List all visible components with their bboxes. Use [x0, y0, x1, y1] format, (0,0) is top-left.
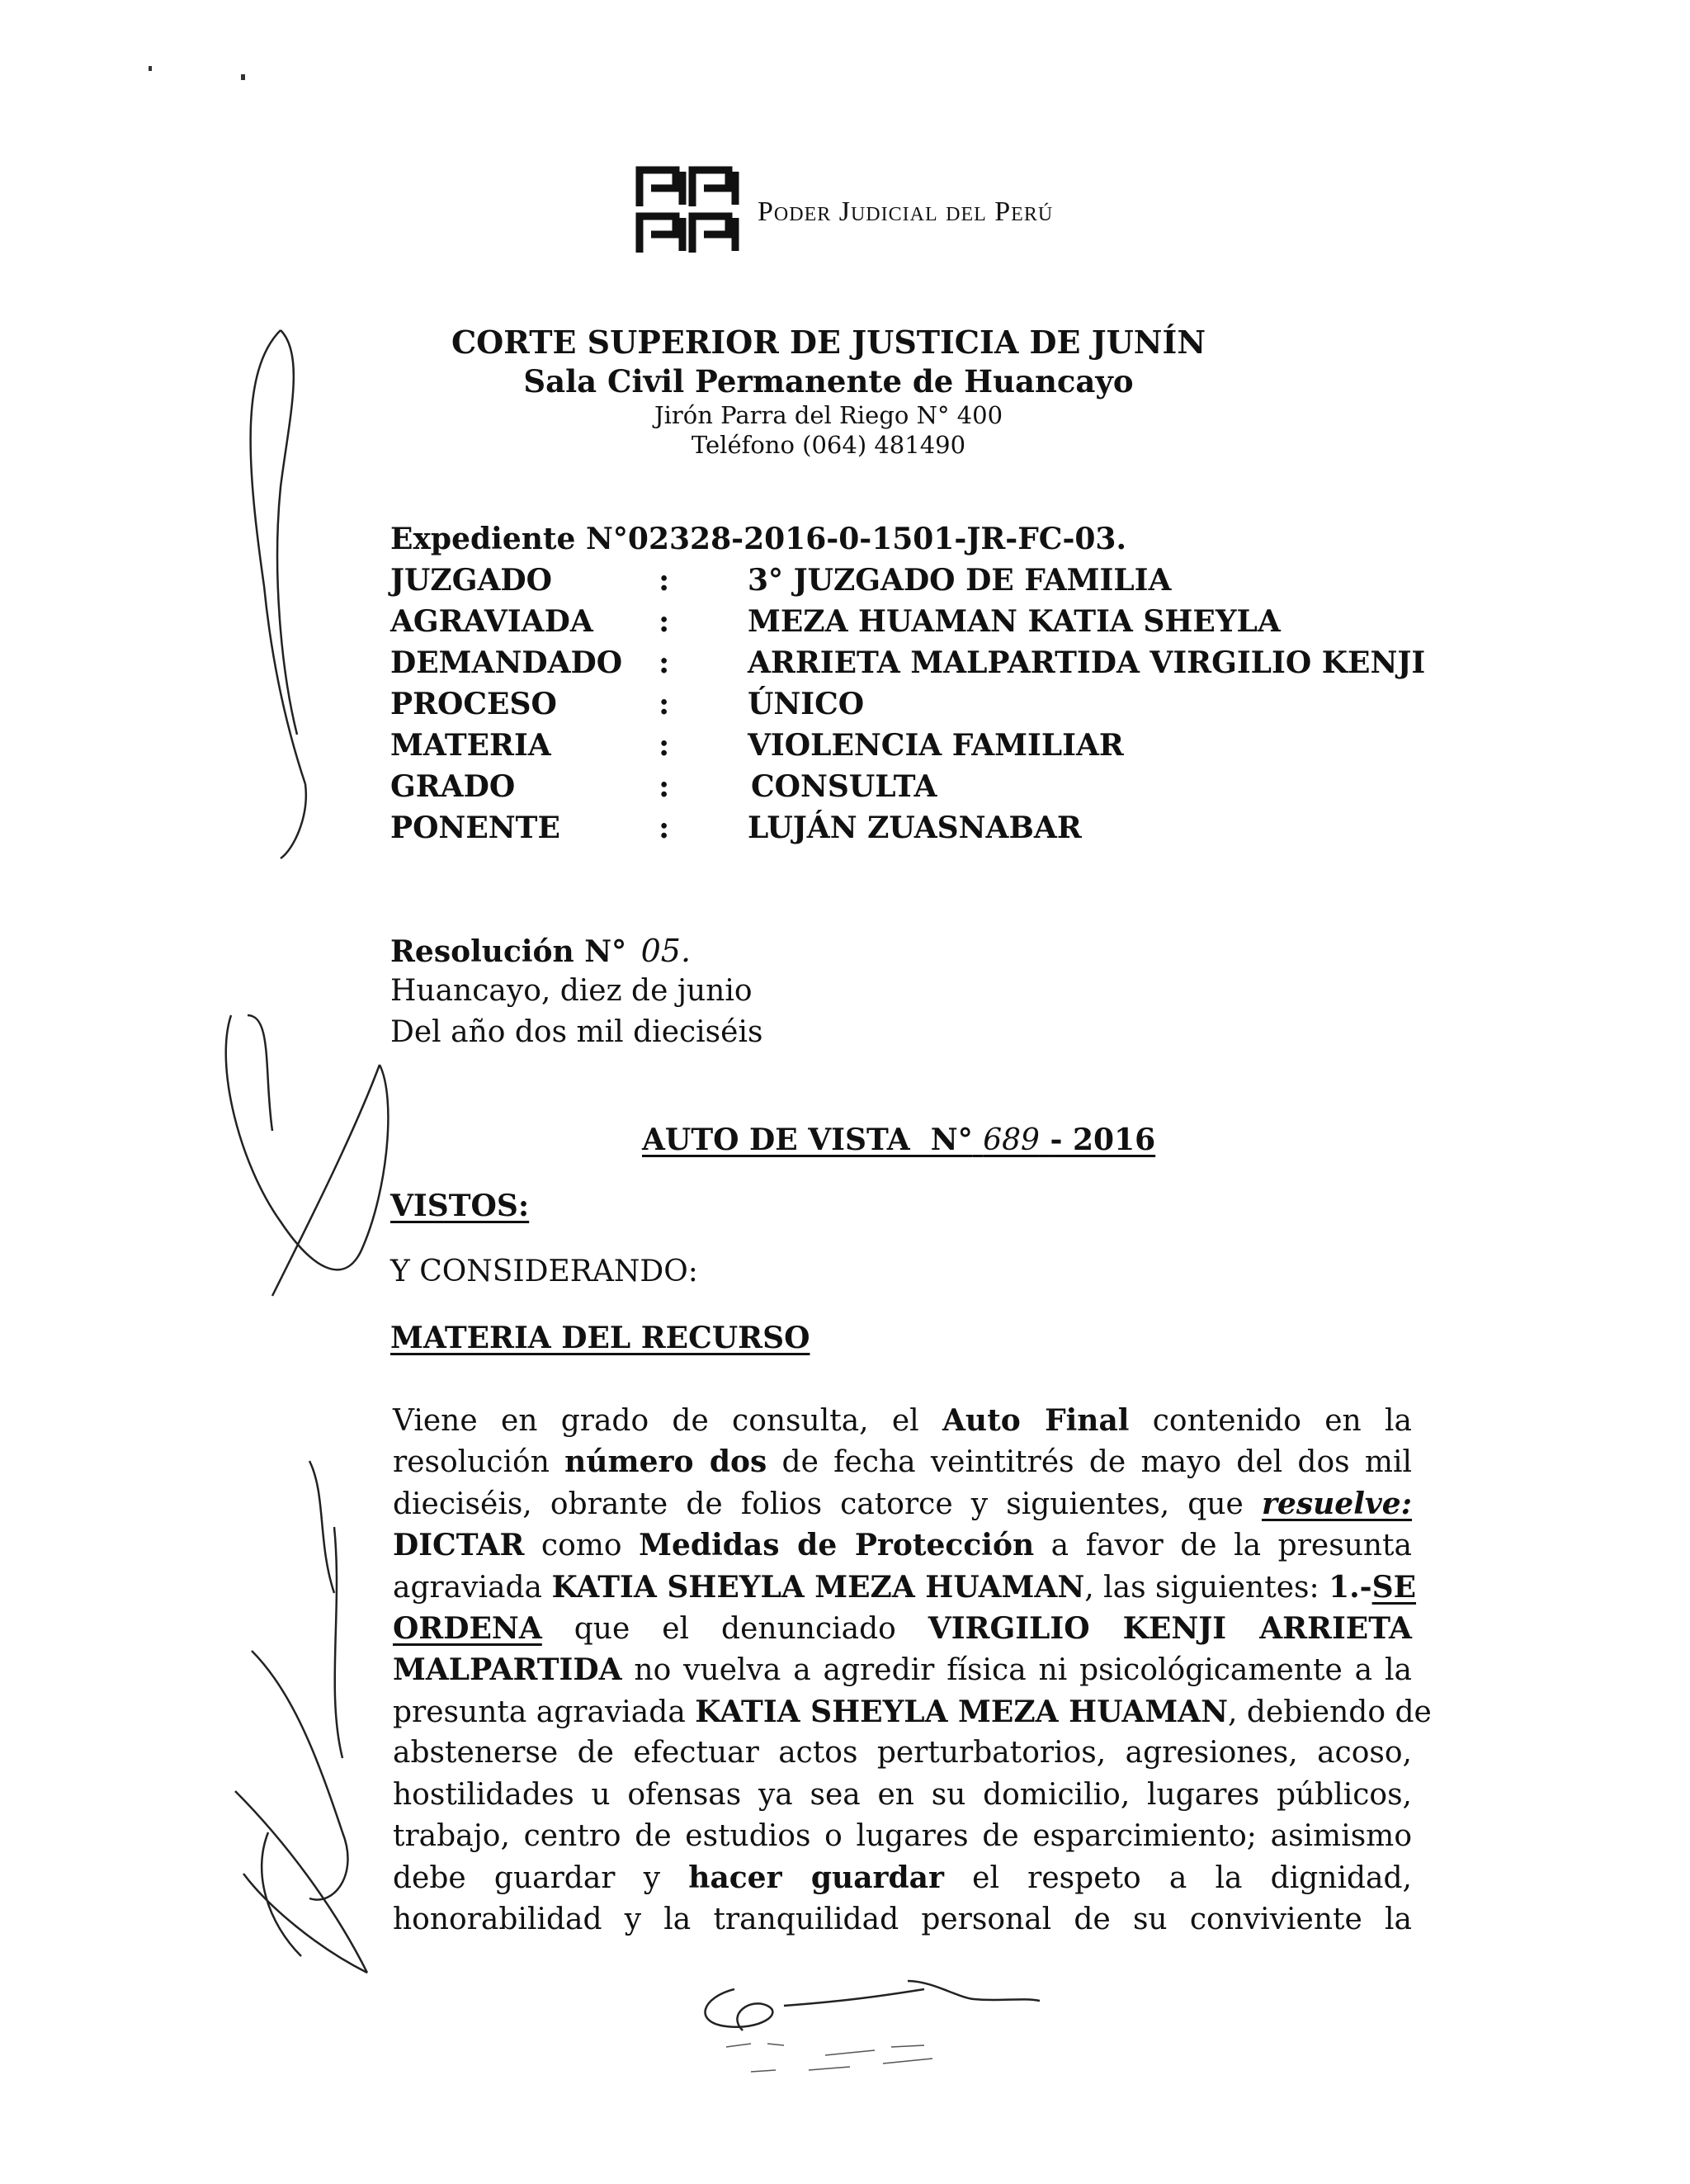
court-address: Jirón Parra del Riego N° 400	[654, 401, 1003, 429]
field-separator: :	[659, 645, 670, 680]
body-line: resolución número dos de fecha veintitrés de mayo del dos mil	[393, 1444, 1413, 1480]
materia-heading: MATERIA DEL RECURSO	[390, 1321, 810, 1355]
body-line: trabajo, centro de estudios o lugares de esparcimiento; asimismo	[393, 1818, 1412, 1853]
field-value-demandado: ARRIETA MALPARTIDA VIRGILIO KENJI	[748, 645, 1426, 680]
field-separator: :	[659, 769, 670, 804]
margin-signature-top	[231, 322, 330, 867]
resolution-year: Del año dos mil dieciséis	[390, 1015, 763, 1049]
field-value-juzgado: 3° JUZGADO DE FAMILIA	[748, 563, 1172, 598]
resolution-label: Resolución N°	[390, 934, 627, 969]
body-line: debe guardar y hacer guardar el respeto a la dignidad,	[393, 1860, 1412, 1896]
field-separator: :	[659, 604, 670, 639]
scan-speck	[149, 66, 152, 71]
resolution-line	[390, 933, 691, 969]
considerando-heading: Y CONSIDERANDO:	[390, 1255, 698, 1288]
auto-number: 689	[983, 1123, 1040, 1157]
poder-judicial-logo	[635, 163, 740, 259]
auto-de-vista-title	[642, 1123, 1155, 1157]
vistos-heading: VISTOS:	[390, 1189, 530, 1223]
field-value-grado: CONSULTA	[751, 769, 937, 804]
field-key-materia: MATERIA	[390, 728, 551, 763]
court-phone: Teléfono (064) 481490	[691, 431, 966, 459]
auto-suffix: - 2016	[1050, 1123, 1156, 1157]
field-value-ponente: LUJÁN ZUASNABAR	[748, 811, 1082, 845]
field-value-proceso: ÚNICO	[748, 687, 865, 721]
field-key-juzgado: JUZGADO	[390, 563, 552, 598]
body-line: DICTAR como Medidas de Protección a favor de la presunta	[393, 1528, 1412, 1563]
body-line: honorabilidad y la tranquilidad personal de su conviviente la	[393, 1902, 1412, 1936]
court-name: CORTE SUPERIOR DE JUSTICIA DE JUNÍN	[451, 324, 1206, 361]
margin-signature-bottom	[219, 1444, 417, 1989]
resolution-place-date: Huancayo, diez de junio	[390, 974, 753, 1008]
field-separator: :	[659, 687, 670, 721]
body-paragraph	[393, 1400, 1432, 1941]
scan-speck	[241, 74, 245, 80]
margin-signature-middle	[215, 999, 413, 1312]
auto-prefix: AUTO DE VISTA N°	[642, 1123, 973, 1157]
body-line: ORDENA que el denunciado VIRGILIO KENJI ARRIETA	[393, 1610, 1412, 1646]
field-key-ponente: PONENTE	[390, 811, 560, 845]
institution-name: Poder Judicial del Perú	[758, 196, 1054, 227]
field-separator: :	[659, 563, 670, 598]
resolution-number: 05.	[640, 933, 692, 969]
chamber-name: Sala Civil Permanente de Huancayo	[523, 363, 1134, 399]
body-line: MALPARTIDA no vuelva a agredir física ni psicológicamente a la	[393, 1652, 1412, 1688]
field-value-agraviada: MEZA HUAMAN KATIA SHEYLA	[748, 604, 1281, 639]
field-key-proceso: PROCESO	[390, 687, 557, 721]
expediente-line	[390, 522, 1126, 556]
body-line: presunta agraviada KATIA SHEYLA MEZA HUAMAN, debiendo de	[393, 1694, 1432, 1729]
bottom-signature	[693, 1964, 1073, 2088]
body-line: abstenerse de efectuar actos perturbatorios, agresiones, acoso,	[393, 1736, 1412, 1770]
field-key-agraviada: AGRAVIADA	[390, 604, 593, 639]
body-line: Viene en grado de consulta, el Auto Final contenido en la	[393, 1403, 1412, 1438]
field-key-demandado: DEMANDADO	[390, 645, 623, 680]
expediente-number: N°02328-2016-0-1501-JR-FC-03.	[585, 522, 1127, 556]
field-key-grado: GRADO	[390, 769, 516, 804]
body-line: hostilidades u ofensas ya sea en su domicilio, lugares públicos,	[393, 1777, 1412, 1812]
pj-logo-icon	[635, 163, 740, 259]
field-value-materia: VIOLENCIA FAMILIAR	[748, 728, 1124, 763]
body-line: dieciséis, obrante de folios catorce y siguientes, que resuelve:	[393, 1486, 1412, 1521]
field-separator: :	[659, 728, 670, 763]
field-separator: :	[659, 811, 670, 845]
expediente-label: Expediente	[390, 522, 576, 556]
body-line: agraviada KATIA SHEYLA MEZA HUAMAN, las siguientes: 1.-SE	[393, 1569, 1417, 1605]
